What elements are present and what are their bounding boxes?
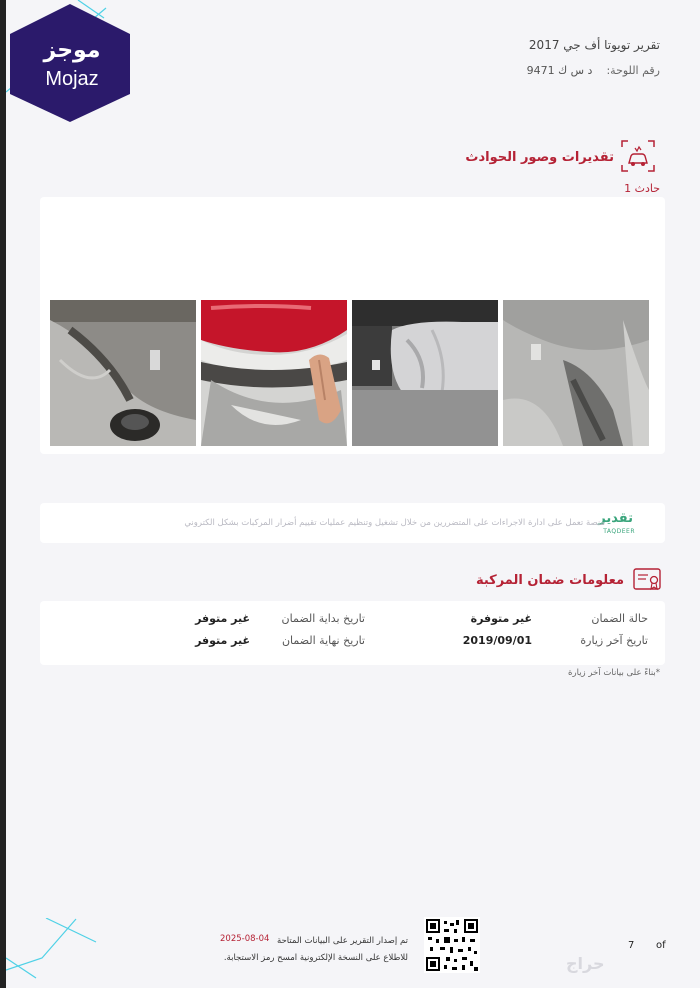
footer-scan-text: للاطلاع على النسخة الإلكترونية امسح رمز الاستجابة. [223, 953, 408, 963]
logo-english-text: Mojaz [45, 68, 99, 90]
warranty-status-label: حالة الضمان [591, 612, 648, 625]
accident-photo[interactable] [50, 300, 196, 446]
taqdeer-logo-english: TAQDEER [603, 528, 635, 535]
mojaz-logo [10, 4, 134, 122]
plate-value: د س ك 9471 [526, 64, 593, 77]
page-of-label: of [656, 940, 666, 951]
haraj-watermark: حراج [566, 954, 605, 973]
qr-code-icon [424, 917, 480, 973]
accident-photos-row [50, 300, 649, 446]
plate-row [300, 64, 660, 77]
warranty-section-title: معلومات ضمان المركبة [475, 573, 624, 588]
last-visit-value: 2019/09/01 [462, 634, 532, 647]
report-title: تقرير تويوتا أف جي 2017 [528, 38, 660, 52]
report-header [300, 38, 660, 77]
footer-issued-text: تم إصدار التقرير على البيانات المتاحة [276, 936, 408, 946]
car-crash-icon [620, 139, 656, 173]
report-page [6, 0, 700, 988]
last-visit-label: تاريخ آخر زيارة [580, 634, 648, 647]
logo-arabic-text: موجز [43, 38, 101, 63]
footer-issued-date: 2025-08-04 [220, 934, 270, 944]
page-number: 7 [628, 940, 635, 951]
decorative-lines-bottom [6, 918, 116, 988]
warranty-end-label: تاريخ نهاية الضمان [281, 634, 365, 647]
warranty-start-label: تاريخ بداية الضمان [281, 612, 365, 625]
accident-photo[interactable] [352, 300, 498, 446]
qr-code[interactable] [424, 917, 480, 973]
taqdeer-logo-arabic: تقدير [598, 511, 633, 526]
warranty-footnote: *بناءً على بيانات آخر زيارة [568, 668, 660, 678]
plate-label: رقم اللوحة: [606, 64, 660, 77]
warranty-start-value: غير متوفر [195, 612, 250, 625]
accidents-section-title: تقديرات وصور الحوادث [465, 150, 614, 165]
accident-1-label: حادث 1 [624, 182, 660, 195]
certificate-icon [632, 566, 662, 594]
warranty-end-value: غير متوفر [195, 634, 250, 647]
warranty-status-value: غير متوفرة [470, 612, 532, 625]
taqdeer-banner [40, 503, 665, 543]
warranty-info-card [40, 601, 665, 665]
accident-photo[interactable] [201, 300, 347, 446]
logo-hexagon-shape [10, 4, 134, 122]
accident-photo[interactable] [503, 300, 649, 446]
taqdeer-description: منصة تعمل على ادارة الاجراءات على المتضررين من خلال تشغيل وتنظيم عمليات تقييم أضرار المركبات بشكل الكتروني [184, 518, 605, 528]
